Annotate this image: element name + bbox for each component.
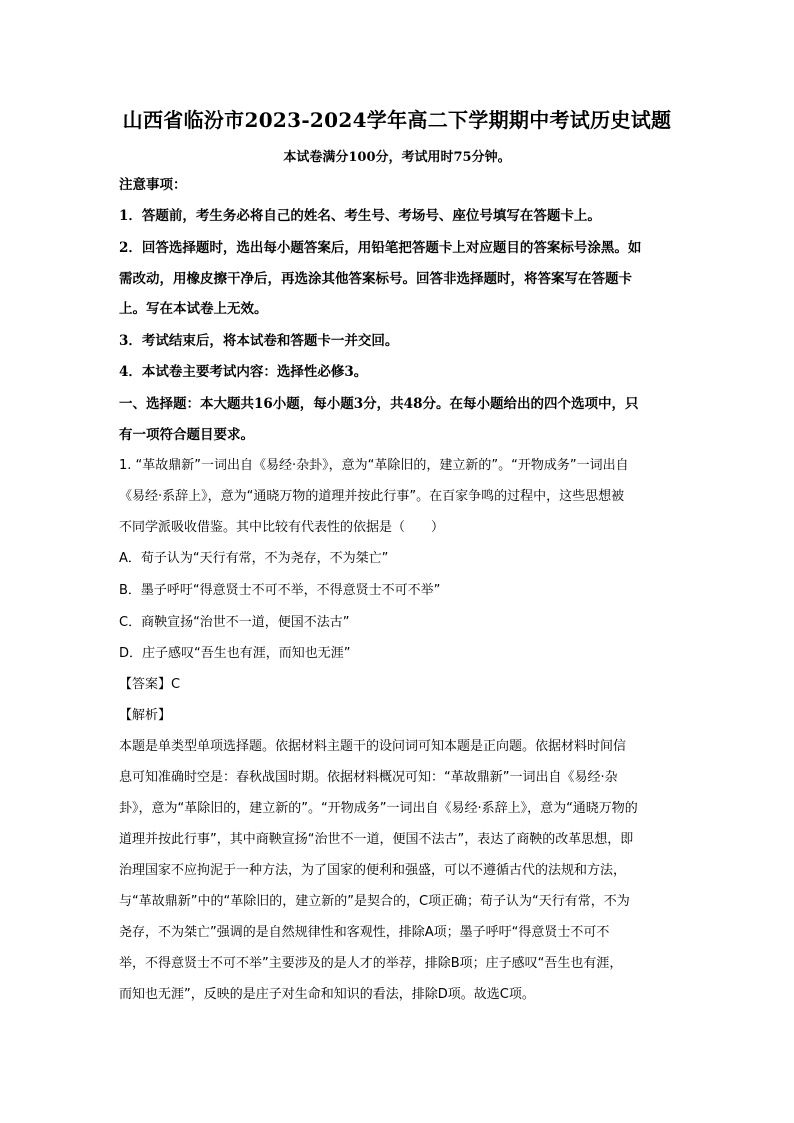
analysis-line-8: 举，不得意贤士不可不举”主要涉及的是人才的举荐，排除B项；庄子感叹“吾生也有涯， xyxy=(119,956,623,971)
section-heading-line-2: 有一项符合题目要求。 xyxy=(119,427,254,443)
notice-item-1: 1．答题前，考生务必将自己的姓名、考生号、考场号、座位号填写在答题卡上。 xyxy=(119,208,601,224)
analysis-line-2: 息可知准确时空是：春秋战国时期。依据材料概况可知：“革故鼎新”一词出自《易经·杂 xyxy=(119,770,618,785)
exam-info: 本试卷满分100分，考试用时75分钟。 xyxy=(283,150,511,165)
question-1-analysis-heading: 【解析】 xyxy=(119,708,172,723)
analysis-line-4: 道理并按此行事”，其中商鞅宣扬“治世不一道，便国不法古”，表达了商鞅的改革思想，即 xyxy=(119,832,634,847)
analysis-line-6: 与“革故鼎新”中的“革除旧的，建立新的”是契合的，C项正确；荀子认为“天行有常，不为 xyxy=(119,894,630,909)
analysis-line-9: 而知也无涯”，反映的是庄子对生命和知识的看法，排除D项。故选C项。 xyxy=(119,987,535,1002)
question-1-stem-line-3: 不同学派吸收借鉴。其中比较有代表性的依据是（ ） xyxy=(119,520,445,535)
analysis-line-3: 卦》，意为“革除旧的，建立新的”。“开物成务”一词出自《易经·系辞上》，意为“通晓万物的 xyxy=(119,801,638,816)
question-1-stem-line-2: 《易经·系辞上》，意为“通晓万物的道理并按此行事”。在百家争鸣的过程中，这些思想被 xyxy=(119,489,625,504)
notice-item-2-line-1: 2．回答选择题时，选出每小题答案后，用铅笔把答题卡上对应题目的答案标号涂黑。如 xyxy=(119,240,642,256)
section-heading-line-1: 一、选择题：本大题共16小题，每小题3分，共48分。在每小题给出的四个选项中，只 xyxy=(119,396,639,412)
notice-item-3: 3．考试结束后，将本试卷和答题卡一并交回。 xyxy=(119,333,399,349)
notice-item-2-line-3: 上。写在本试卷上无效。 xyxy=(119,301,268,317)
question-1-stem-line-1: 1. “革故鼎新”一词出自《易经·杂卦》，意为“革除旧的，建立新的”。“开物成务”一词出自 xyxy=(119,458,629,473)
analysis-line-5: 治理国家不应拘泥于一种方法，为了国家的便利和强盛，可以不遵循古代的法规和方法， xyxy=(119,863,627,878)
notice-item-4: 4．本试卷主要考试内容：选择性必修3。 xyxy=(119,364,368,380)
analysis-line-7: 尧存，不为桀亡”强调的是自然规律性和客观性，排除A项；墨子呼吁“得意贤士不可不 xyxy=(119,925,610,940)
question-1-answer: 【答案】C xyxy=(119,677,181,692)
analysis-line-1: 本题是单类型单项选择题。依据材料主题干的设问词可知本题是正向题。依据材料时间信 xyxy=(119,739,627,754)
notice-heading: 注意事项： xyxy=(119,177,187,193)
question-1-option-a: A．荀子认为“天行有常，不为尧存，不为桀亡” xyxy=(119,551,389,566)
question-1-option-c: C．商鞅宣扬“治世不一道，便国不法古” xyxy=(119,615,350,630)
question-1-option-d: D．庄子感叹“吾生也有涯，而知也无涯” xyxy=(119,646,351,661)
question-1-option-b: B．墨子呼吁“得意贤士不可不举，不得意贤士不可不举” xyxy=(119,583,441,598)
page-title: 山西省临汾市2023-2024学年高二下学期期中考试历史试题 xyxy=(122,108,672,132)
notice-item-2-line-2: 需改动，用橡皮擦干净后，再选涂其他答案标号。回答非选择题时，将答案写在答题卡 xyxy=(119,271,632,287)
